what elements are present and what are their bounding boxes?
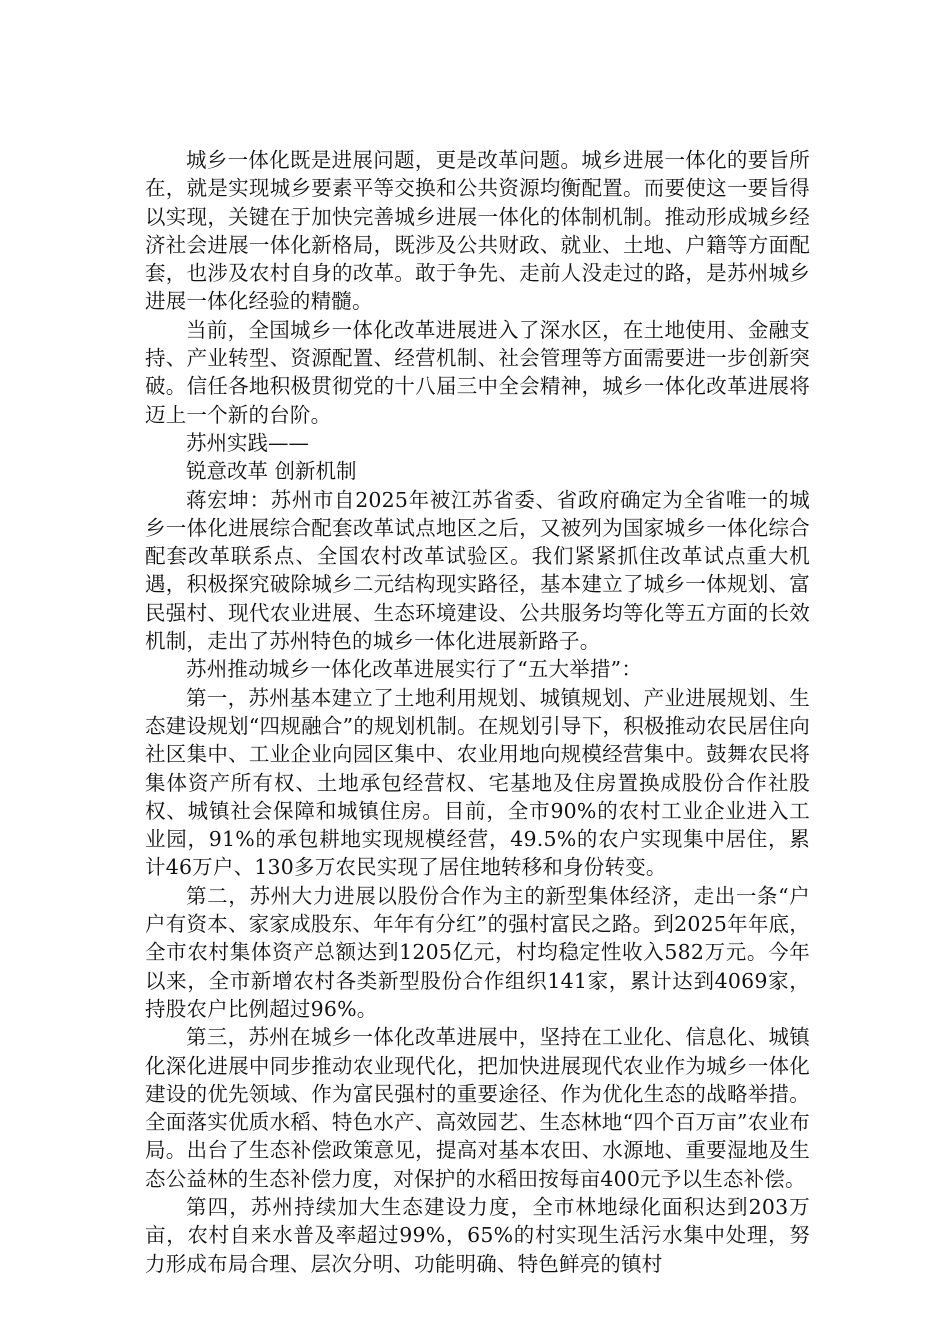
- paragraph-third: 第三，苏州在城乡一体化改革进展中，坚持在工业化、信息化、城镇化深化进展中同步推动农业现代化，把加快进展现代农业作为城乡一体化建设的优先领域、作为富民强村的重要途径、作为优化生态的战略举措。全面落实优质水稻、特色水产、高效园艺、生态林地“四个百万亩”农业布局。出台了生态补偿政策意见，提高对基本农田、水源地、重要湿地及生态公益林的生态补偿力度，对保护的水稻田按每亩400元予以生态补偿。: [145, 1025, 810, 1191]
- paragraph-second: 第二，苏州大力进展以股份合作为主的新型集体经济，走出一条“户户有资本、家家成股东、年年有分红”的强村富民之路。到2025年年底，全市农村集体资产总额达到1205亿元，村均稳定性收入582万元。今年以来，全市新增农村各类新型股份合作组织141家，累计达到4069家，持股农户比例超过96%。: [145, 883, 810, 1021]
- paragraph-intro: 城乡一体化既是进展问题，更是改革问题。城乡进展一体化的要旨所在，就是实现城乡要素平等交换和公共资源均衡配置。而要使这一要旨得以实现，关键在于加快完善城乡进展一体化的体制机制。推动形成城乡经济社会进展一体化新格局，既涉及公共财政、就业、土地、户籍等方面配套，也涉及农村自身的改革。敢于争先、走前人没走过的路，是苏州城乡进展一体化经验的精髓。: [145, 148, 810, 314]
- section-title: 苏州实践——: [186, 430, 309, 455]
- paragraph-jiang: 蒋宏坤：苏州市自2025年被江苏省委、省政府确定为全省唯一的城乡一体化进展综合配套改革试点地区之后，又被列为国家城乡一体化综合配套改革联系点、全国农村改革试验区。我们紧紧抓住改革试点重大机遇，积极探究破除城乡二元结构现实路径，基本建立了城乡一体规划、富民强村、现代农业进展、生态环境建设、公共服务均等化等五方面的长效机制，走出了苏州特色的城乡一体化进展新路子。: [145, 487, 810, 654]
- paragraph-five-measures: 苏州推动城乡一体化改革进展实行了“五大举措”：: [186, 657, 643, 682]
- paragraph-first: 第一，苏州基本建立了土地利用规划、城镇规划、产业进展规划、生态建设规划“四规融合”的规划机制。在规划引导下，积极推动农民居住向社区集中、工业企业向园区集中、农业用地向规模经营集中。鼓舞农民将集体资产所有权、土地承包经营权、宅基地及住房置换成股份合作社股权、城镇社会保障和城镇住房。目前，全市90%的农村工业企业进入工业园，91%的承包耕地实现规模经营，49.5%的农户实现集中居住，累计46万户、130多万农民实现了居住地转移和身份转变。: [145, 685, 810, 880]
- paragraph-fourth: 第四，苏州持续加大生态建设力度，全市林地绿化面积达到203万亩，农村自来水普及率超过99%，65%的村实现生活污水集中处理，努力形成布局合理、层次分明、功能明确、特色鲜亮的镇村: [145, 1194, 810, 1276]
- section-subtitle: 锐意改革 创新机制: [186, 459, 357, 484]
- paragraph-current: 当前，全国城乡一体化改革进展进入了深水区，在土地使用、金融支持、产业转型、资源配置、经营机制、社会管理等方面需要进一步创新突破。信任各地积极贯彻党的十八届三中全会精神，城乡一体化改革进展将迈上一个新的台阶。: [145, 317, 810, 427]
- document-body: [145, 146, 810, 1278]
